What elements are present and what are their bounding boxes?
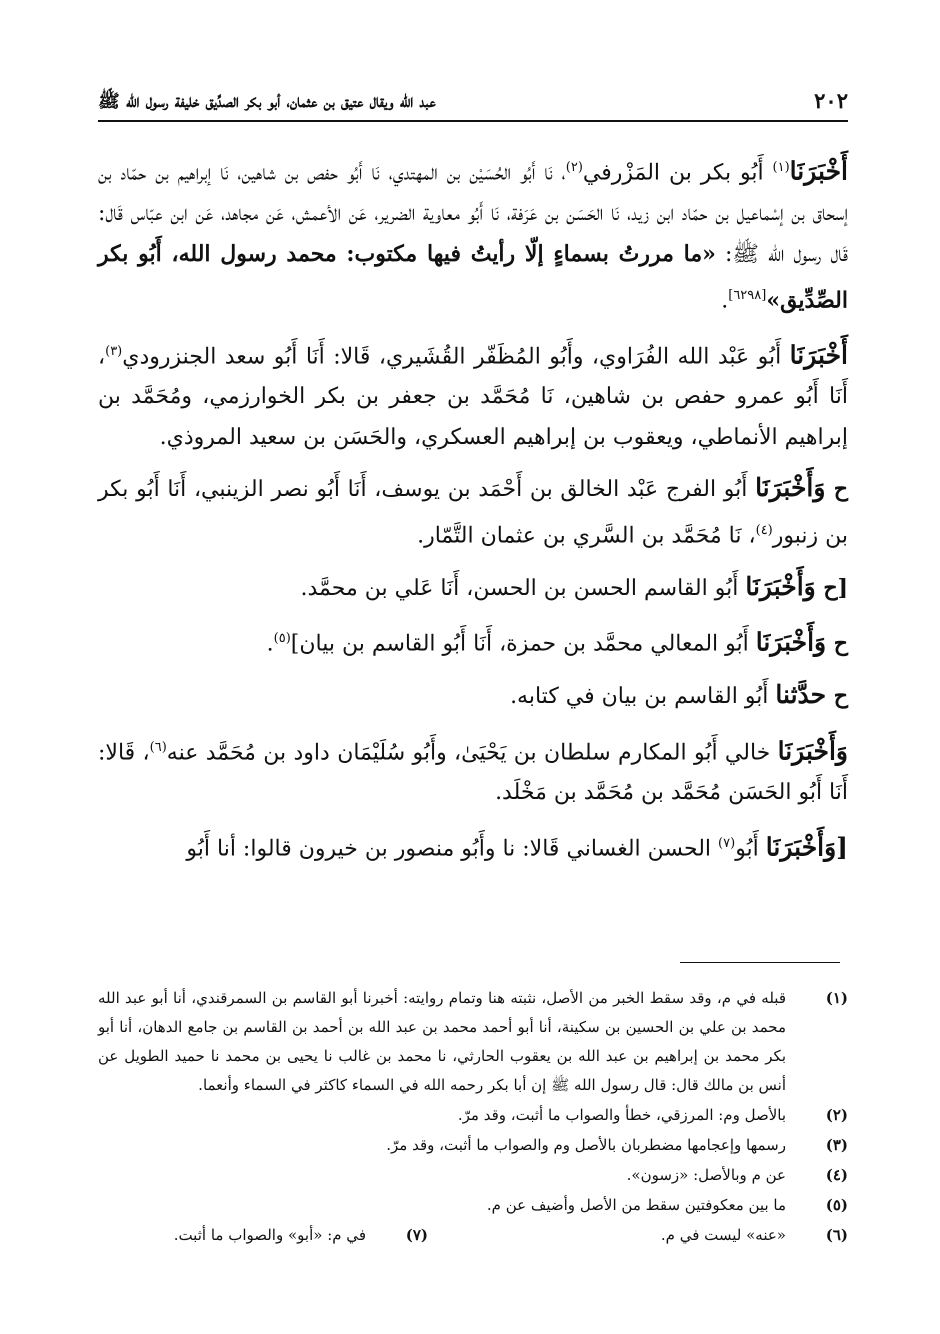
page-header [98,84,848,122]
footnote-text: رسمها وإعجامها مضطربان بالأصل وم والصواب ما أثبت، وقد مرّ. [386,1136,786,1154]
main-text [98,148,848,880]
footnote-ref: (١) [772,160,790,175]
footnote-number: (٢) [825,1106,848,1124]
paragraph-8 [98,824,848,870]
paragraph-3 [98,468,848,556]
transmission-keyword: [وَأَخْبَرَنَا [765,832,848,862]
footnote-text: عن م وبالأصل: «زسون». [626,1166,786,1184]
paragraph-4 [98,567,848,610]
paragraph-text: أَبُو المعالي محمَّد بن حمزة، أَنَا أَبُو القاسم بن بيان] [290,631,756,657]
tahwil-marker: [ح [815,574,848,601]
tahwil-marker: ح [826,630,848,657]
footnote-number: (٧) [405,1226,428,1244]
footnote-3 [98,1131,848,1160]
footnote-ref: (٣) [105,343,123,359]
transmission-keyword: أَخْبَرَنَا [789,156,848,186]
footnote-ref: (٦) [149,739,167,755]
paragraph-text: ، قَالا: أَنَا أَبُو الحَسَن مُحَمَّد بن مُحَمَّد بن مَخْلَد. [98,739,848,806]
tahwil-marker: ح [826,683,848,710]
footnote-5 [98,1191,848,1220]
footnote-ref: (٢) [565,160,583,175]
paragraph-text: الحسن الغساني قَالا: نا وأَبُو منصور بن خيرون قالوا: أنا أَبُو [186,836,719,862]
paragraph-text: ، أَنَا أَبُو عمرو حفص بن شاهين، نَا مُحَمَّد بن جعفر بن بكر الخوارزمي، ومُحَمَّد بن إبراهيم الأنماطي، ويعقوب بن إبراهيم العسكري، والحَسَن بن سعيد المروذي. [98,343,848,450]
footnote-text: ما بين معكوفتين سقط من الأصل وأضيف عن م. [486,1196,786,1214]
transmission-keyword: أَخْبَرَنَا [789,339,848,369]
footnote-ref: (٧) [718,835,736,851]
transmission-keyword: حدَّثنا [775,680,827,710]
paragraph-5 [98,619,848,665]
running-title: عبد الله ويقال عتيق بن عثمان، أبو بكر الصدِّيق خليفة رسول الله ﷺ [98,91,436,112]
footnote-ref: (٥) [273,631,291,647]
page-number: ٢٠٢ [814,88,848,113]
footnote-ref: (٤) [755,522,773,538]
footnote-number: (١) [825,989,848,1007]
footnote-text: بالأصل وم: المرزقي، خطأ والصواب ما أثبت، وقد مرّ. [457,1106,786,1124]
paragraph-7 [98,728,848,814]
footnotes [98,984,848,1250]
footnote-7 [174,1221,428,1250]
footnote-text: قبله في م، وقد سقط الخبر من الأصل، نثبته هنا وتمام روايته: أخبرنا أبو القاسم بن السمرقندي، أنا أبو عبد الله محمد بن علي بن الحسين بن سكينة، أنا أبو أحمد محمد بن عبد الله بن أحمد بن القاسم بن جامع الدهان، أنا أبو بكر محمد بن إبراهيم بن عبد الله بن يعقوب الحارثي، نا محمد بن غالب نا يحيى بن محمد نا حميد الطويل عن أنس بن مالك قال: قال رسول الله ﷺ إن أبا بكر رحمه الله في السماء كاكثر في السماء وأنعما. [98,989,786,1094]
paragraph-text: خالي أَبُو المكارم سلطان بن يَحْيَىٰ، وأَبُو سُلَيْمَان داود بن مُحَمَّد عنه [166,739,778,765]
footnote-number: (٣) [825,1136,848,1154]
footnote-text: «عنه» ليست في م. [660,1226,786,1244]
footnote-number: (٤) [825,1166,848,1184]
transmission-keyword: وَأَخْبَرَنَا [755,627,827,657]
transmission-keyword: وَأَخْبَرَنَا [777,735,848,765]
paragraph-text: أَبُو [735,836,766,862]
paragraph-text: أَبُو بكر بن المَزْرفي [582,160,773,186]
paragraph-text: ، نَا مُحَمَّد بن السَّري بن عثمان التَّمّار. [417,523,756,549]
transmission-keyword: وَأَخْبَرَنَا [755,473,826,503]
paragraph-text: أَبُو القاسم بن بيان في كتابه. [510,684,776,710]
paragraph-1 [98,148,848,322]
footnote-4 [98,1161,848,1190]
paragraph-text: أَبُو الفرج عَبْد الخالق بن أَحْمَد بن يوسف، أَنَا أَبُو نصر الزينبي، أَنَا أَبُو بكر بن زنبور [98,477,848,549]
tahwil-marker: ح [825,476,848,503]
hadith-number: [٦٢٩٨] [728,287,767,303]
footnote-2 [98,1101,848,1130]
paragraph-2 [98,332,848,459]
paragraph-text: أَبُو عَبْد الله الفُرَاوي، وأَبُو المُظَفّر القُشَيري، قَالا: أَنَا أَبُو سعد الجنزرودي [122,343,790,369]
hadith-text: «ما مررتُ بسماءٍ إلّا رأيتُ فيها مكتوب: محمد رسول الله، أَبُو بكر الصِّدِّيق» [98,241,848,314]
paragraph-text: . [721,288,729,314]
paragraph-text: . [266,631,274,657]
footnote-number: (٦) [825,1226,848,1244]
footnote-1 [98,984,848,1100]
paragraph-6 [98,675,848,718]
footnote-divider [680,962,840,963]
footnote-number: (٥) [825,1196,848,1214]
footnote-row [98,1221,848,1250]
paragraph-text: أَبُو القاسم الحسن بن الحسن، أَنَا عَلي بن محمَّد. [300,575,746,601]
footnote-6 [661,1221,848,1250]
footnote-text: في م: «أبو» والصواب ما أثبت. [173,1226,366,1244]
paragraph-text: ، نَا أَبُو الحُسَيْن بن المهتدي، نَا أَبُو حفص بن شاهين، نَا إبراهيم بن حمّاد بن إسحاق بن إسْماعيل بن حمّاد ابن زيد، نَا الحَسَن بن عَرَفة، نَا أَبُو معاوية الضرير، عَن الأعمش، عَن مجاهد، عَن ابن عبّاس قَال: قَال رسول الله ﷺ: [98,160,848,268]
transmission-keyword: وَأَخْبَرَنَا [745,571,816,601]
